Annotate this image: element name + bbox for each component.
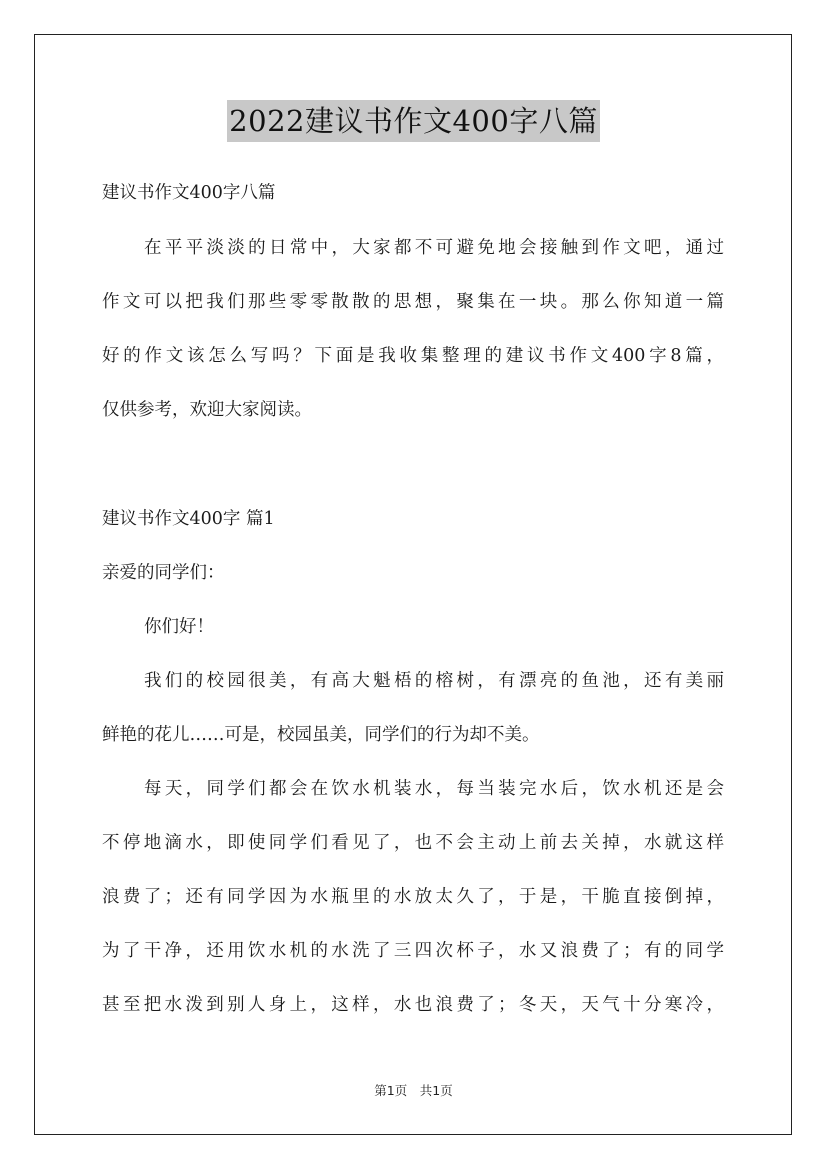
- paragraph1-line-2: 鲜艳的花儿……可是，校园虽美，同学们的行为却不美。: [102, 725, 540, 745]
- intro-line-2: 作文可以把我们那些零零散散的思想，聚集在一块。那么你知道一篇: [102, 292, 724, 312]
- title-wrap: [0, 100, 827, 142]
- paragraph2-line-5: 甚至把水泼到别人身上，这样，水也浪费了；冬天，天气十分寒冷，: [102, 995, 724, 1015]
- paragraph2-line-3: 浪费了；还有同学因为水瓶里的水放太久了，于是，干脆直接倒掉，: [102, 887, 724, 907]
- document-subtitle: 建议书作文400字八篇: [102, 183, 276, 203]
- section-heading: 建议书作文400字 篇1: [102, 509, 275, 529]
- paragraph2-line-1: 每天，同学们都会在饮水机装水，每当装完水后，饮水机还是会: [144, 779, 724, 799]
- intro-line-4: 仅供参考，欢迎大家阅读。: [102, 400, 312, 420]
- greeting: 你们好！: [144, 617, 214, 637]
- salutation: 亲爱的同学们：: [102, 563, 225, 583]
- paragraph2-line-4: 为了干净，还用饮水机的水洗了三四次杯子，水又浪费了；有的同学: [102, 941, 724, 961]
- paragraph1-line-1: 我们的校园很美，有高大魁梧的榕树，有漂亮的鱼池，还有美丽: [144, 671, 724, 691]
- paragraph2-line-2: 不停地滴水，即使同学们看见了，也不会主动上前去关掉，水就这样: [102, 833, 724, 853]
- document-title: 2022建议书作文400字八篇: [227, 100, 600, 142]
- intro-line-3: 好的作文该怎么写吗？下面是我收集整理的建议书作文400字8篇，: [102, 346, 724, 366]
- page-footer: 第1页 共1页: [374, 1083, 453, 1098]
- intro-line-1: 在平平淡淡的日常中，大家都不可避免地会接触到作文吧，通过: [144, 238, 724, 258]
